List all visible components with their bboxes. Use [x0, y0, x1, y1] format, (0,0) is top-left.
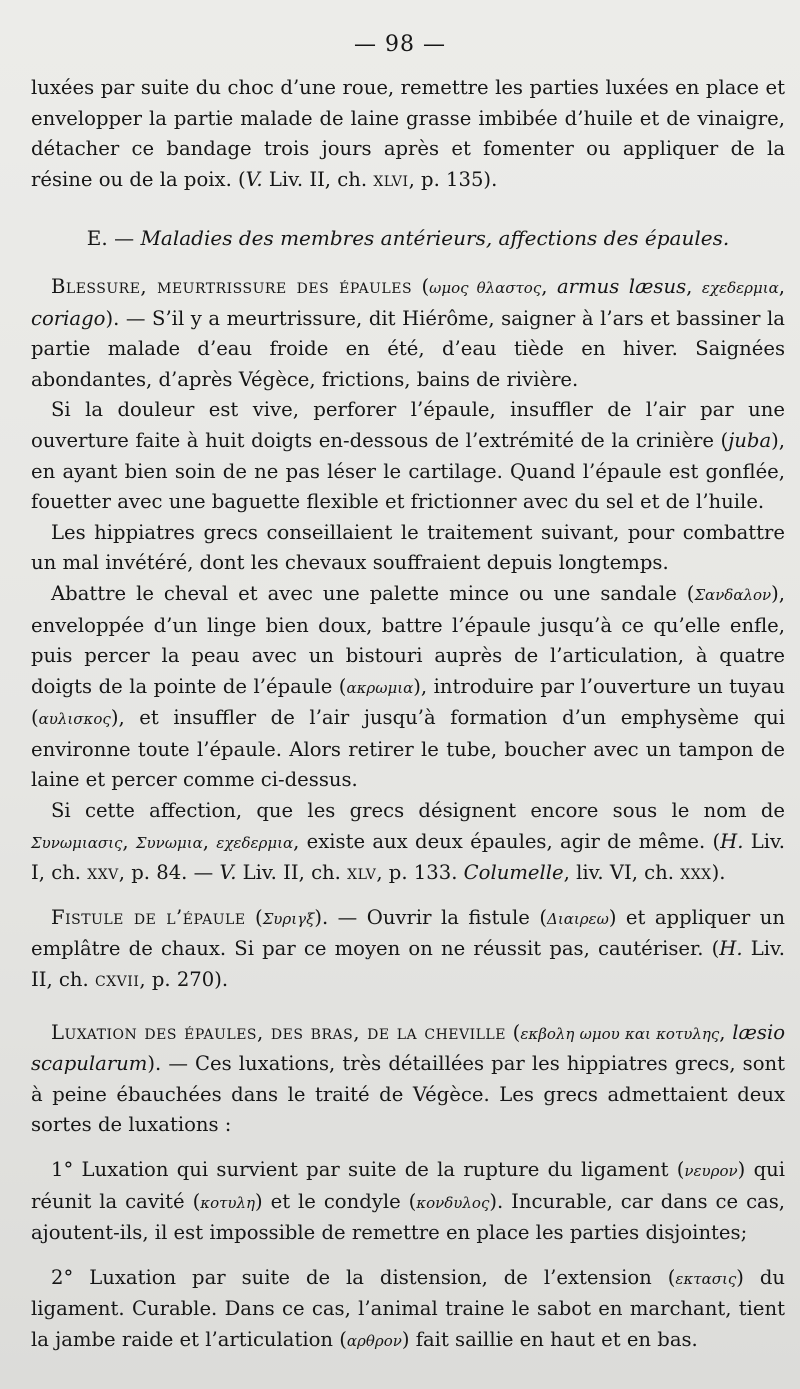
section-heading: E. — Maladies des membres antérieurs, affections des épaules.: [86, 226, 730, 251]
paragraph-douleur: Si la douleur est vive, perforer l’épaule, insuffler de l’air par une ouverture faite à huit doigts en-dessous de l’extrémité de la crinière (juba), en ayant bien soin de ne pas léser le cartilage. Quand l’épaule est gonflée, fouetter avec une baguette flexible et frictionner avec du sel et de l’huile.: [31, 398, 785, 514]
paragraph-luxation-2: 2° Luxation par suite de la distension, de l’extension (εκτασις) du ligament. Curable. Dans ce cas, l’animal traine le sabot en marchant, tient la jambe raide et l’articulation (αρθρον) fait saillie en haut et en bas.: [31, 1265, 785, 1351]
intro-paragraph: luxées par suite du choc d’une roue, remettre les parties luxées en place et envelopper la partie malade de laine grasse imbibée d’huile et de vinaigre, détacher ce bandage trois jours après et fomenter ou appliquer de la résine ou de la poix. (V. Liv. II, ch. xlvi, p. 135).: [31, 76, 785, 191]
paragraph-fistule: Fistule de l’épaule (Συριγξ). — Ouvrir la fistule (Διαιρεω) et appliquer un emplâtre de chaux. Si par ce moyen on ne réussit pas, cautériser. (H. Liv. II, ch. cxvii, p. 270).: [31, 905, 785, 992]
entry-title: Fistule de l’épaule: [51, 905, 246, 929]
paragraph-luxation-1: 1° Luxation qui survient par suite de la rupture du ligament (νευρον) qui réunit la cavité (κοτυλη) et le condyle (κονδυλος). Incurable, car dans ce cas, ajoutent-ils, il est impossible de remettre en place les parties disjointes;: [31, 1158, 786, 1245]
page-number: — 98 —: [354, 32, 446, 57]
paragraph-abattre: Abattre le cheval et avec une palette mince ou une sandale (Σανδαλον), enveloppée d’un linge bien doux, battre l’épaule jusqu’à ce qu’elle enfle, puis percer la peau avec un bistouri auprès de l’articulation, à quatre doigts de la pointe de l’épaule (ακρωμια), introduire par l’ouverture un tuyau (αυλισκος), et insuffler de l’air jusqu’à formation d’un emphysème qui environne toute l’épaule. Alors retirer le tube, boucher avec un tampon de laine et percer comme ci-dessus.: [31, 581, 785, 792]
paragraph-affection: Si cette affection, que les grecs désignent encore sous le nom de Συνωμιασις, Συνωμια, εχεδερμια, existe aux deux épaules, agir de même. (H. Liv. I, ch. xxv, p. 84. — V. Liv. II, ch. xlv, p. 133. Columelle, liv. VI, ch. xxx).: [31, 799, 785, 885]
paragraph-hippiatres: Les hippiatres grecs conseillaient le traitement suivant, pour combattre un mal invétéré, dont les chevaux souffraient depuis longtemps.: [31, 520, 785, 575]
entry-title: Luxation des épaules, des bras, de la cheville: [51, 1020, 506, 1044]
page-body: [31, 73, 785, 1357]
paragraph-luxation: Luxation des épaules, des bras, de la cheville (εκβολη ωμου και κοτυλης, læsio scapularum). — Ces luxations, très détaillées par les hippiatres grecs, sont à peine ébauchées dans le traité de Végèce. Les grecs admettaient deux sortes de luxations :: [31, 1020, 786, 1137]
paragraph-blessure: Blessure, meurtrissure des épaules (ωμος θλαστος, armus læsus, εχεδερμια, coriago). — S’il y a meurtrissure, dit Hiérôme, saigner à l’ars et bassiner la partie malade d’eau froide en été, d’eau tiède en hiver. Saignées abondantes, d’après Végèce, frictions, bains de rivière.: [31, 274, 785, 391]
entry-title: Blessure, meurtrissure des épaules: [51, 274, 413, 298]
